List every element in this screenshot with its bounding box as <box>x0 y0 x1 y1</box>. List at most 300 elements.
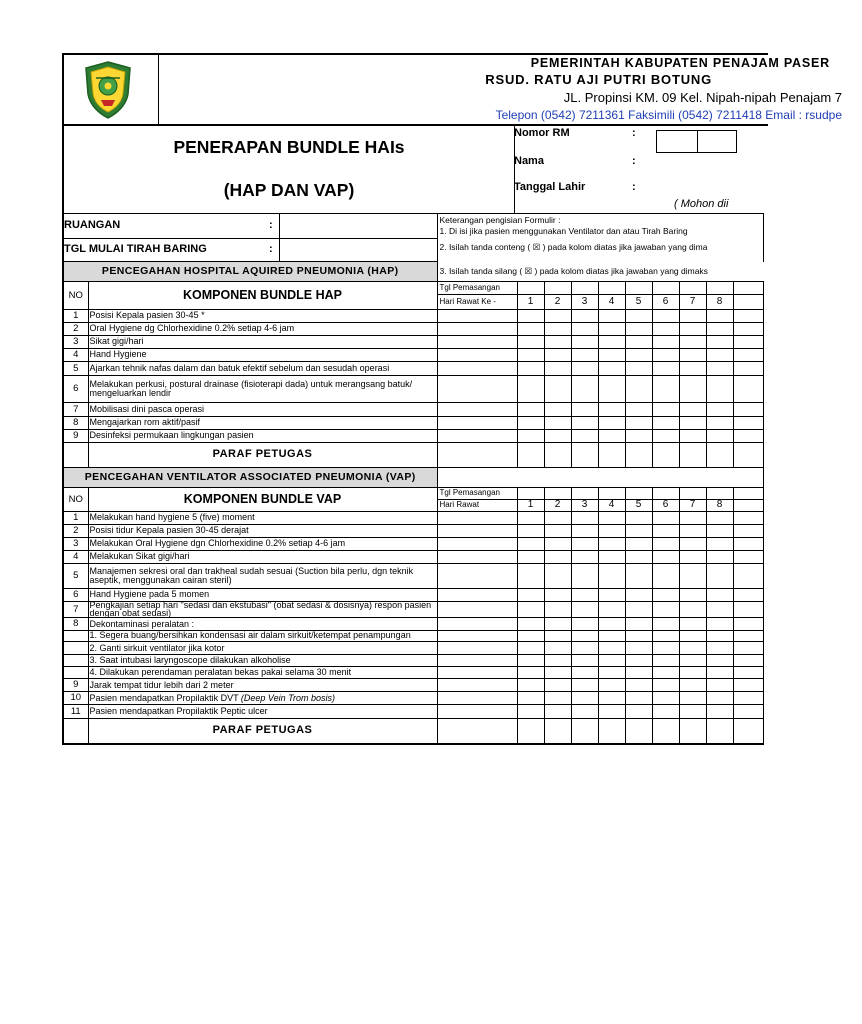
vap-paraf-cell[interactable] <box>706 719 733 744</box>
hap-check-cell[interactable] <box>625 417 652 430</box>
hap-check-cell[interactable] <box>652 417 679 430</box>
hap-check-cell[interactable] <box>544 336 571 349</box>
hap-check-cell[interactable] <box>706 362 733 376</box>
hap-check-cell[interactable] <box>652 323 679 336</box>
vap-check-cell[interactable] <box>625 551 652 564</box>
hap-check-cell[interactable] <box>679 336 706 349</box>
hap-check-cell[interactable] <box>706 376 733 403</box>
hap-check-cell[interactable] <box>652 310 679 323</box>
hap-tgl-cell[interactable] <box>652 282 679 295</box>
vap-check-cell[interactable] <box>679 512 706 525</box>
hap-item-label: Ajarkan tehnik nafas dalam dan batuk efektif sebelum dan sesudah operasi <box>89 362 390 373</box>
vap-item-no: 11 <box>63 705 88 719</box>
vap-paraf-cell[interactable] <box>652 719 679 744</box>
vap-check-cell[interactable] <box>679 631 706 642</box>
vap-check-cell[interactable] <box>652 692 679 705</box>
vap-check-cell[interactable] <box>571 667 598 679</box>
vap-check-cell[interactable] <box>517 564 544 589</box>
hap-check-cell[interactable] <box>625 310 652 323</box>
vap-check-cell[interactable] <box>517 512 544 525</box>
vap-check-cell[interactable] <box>571 705 598 719</box>
vap-check-cell[interactable] <box>571 512 598 525</box>
vap-check-cell[interactable] <box>598 642 625 655</box>
vap-check-cell[interactable] <box>598 564 625 589</box>
vap-check-cell[interactable] <box>437 692 517 705</box>
vap-check-cell[interactable] <box>437 631 517 642</box>
vap-check-cell[interactable] <box>625 602 652 618</box>
vap-check-cell[interactable] <box>733 538 763 551</box>
hap-paraf-cell[interactable] <box>679 443 706 468</box>
vap-check-cell[interactable] <box>571 525 598 538</box>
hap-check-cell[interactable] <box>679 430 706 443</box>
vap-check-cell[interactable] <box>437 679 517 692</box>
vap-check-cell[interactable] <box>706 667 733 679</box>
vap-check-cell[interactable] <box>679 642 706 655</box>
rm-box-2[interactable] <box>696 130 737 153</box>
vap-check-cell[interactable] <box>625 642 652 655</box>
vap-check-cell[interactable] <box>517 642 544 655</box>
vap-check-cell[interactable] <box>733 589 763 602</box>
vap-check-cell[interactable] <box>544 512 571 525</box>
hap-check-cell[interactable] <box>598 349 625 362</box>
vap-check-cell[interactable] <box>625 512 652 525</box>
vap-check-cell[interactable] <box>733 602 763 618</box>
vap-check-cell[interactable] <box>598 655 625 667</box>
vap-check-cell[interactable] <box>598 679 625 692</box>
vap-check-cell[interactable] <box>437 512 517 525</box>
hap-check-cell[interactable] <box>679 417 706 430</box>
hap-check-cell[interactable] <box>571 430 598 443</box>
vap-check-cell[interactable] <box>437 602 517 618</box>
vap-check-cell[interactable] <box>437 642 517 655</box>
hap-check-cell[interactable] <box>517 417 544 430</box>
vap-check-cell[interactable] <box>706 631 733 642</box>
vap-check-cell[interactable] <box>706 564 733 589</box>
hap-check-cell[interactable] <box>625 323 652 336</box>
vap-check-cell[interactable] <box>733 564 763 589</box>
vap-check-cell[interactable] <box>652 705 679 719</box>
hap-check-cell[interactable] <box>706 349 733 362</box>
hap-tgl-cell[interactable] <box>598 282 625 295</box>
vap-check-cell[interactable] <box>706 679 733 692</box>
hap-check-cell[interactable] <box>679 323 706 336</box>
hap-check-cell[interactable] <box>571 403 598 417</box>
vap-check-cell[interactable] <box>544 589 571 602</box>
vap-check-cell[interactable] <box>652 525 679 538</box>
vap-check-cell[interactable] <box>625 631 652 642</box>
name-label: Nama <box>514 155 544 167</box>
vap-check-cell[interactable] <box>625 525 652 538</box>
vap-check-cell[interactable] <box>517 667 544 679</box>
vap-check-cell[interactable] <box>571 679 598 692</box>
vap-check-cell[interactable] <box>544 667 571 679</box>
hap-check-cell[interactable] <box>544 310 571 323</box>
vap-check-cell[interactable] <box>652 655 679 667</box>
ruangan-field[interactable] <box>279 214 437 238</box>
vap-check-cell[interactable] <box>437 589 517 602</box>
hap-check-cell[interactable] <box>679 376 706 403</box>
vap-check-cell[interactable] <box>544 642 571 655</box>
hap-check-cell[interactable] <box>571 417 598 430</box>
vap-tgl-cell[interactable] <box>517 488 544 500</box>
hap-check-cell[interactable] <box>437 310 517 323</box>
vap-check-cell[interactable] <box>679 618 706 631</box>
vap-check-cell[interactable] <box>652 538 679 551</box>
hap-check-cell[interactable] <box>652 376 679 403</box>
vap-paraf-cell[interactable] <box>598 719 625 744</box>
hap-paraf-cell[interactable] <box>571 443 598 468</box>
vap-paraf-cell[interactable] <box>544 719 571 744</box>
vap-check-cell[interactable] <box>437 525 517 538</box>
hap-check-cell[interactable] <box>679 349 706 362</box>
vap-item-text <box>88 655 437 667</box>
hap-check-cell[interactable] <box>652 430 679 443</box>
vap-check-cell[interactable] <box>625 667 652 679</box>
vap-check-cell[interactable] <box>679 655 706 667</box>
vap-check-cell[interactable] <box>733 655 763 667</box>
hap-check-cell[interactable] <box>706 430 733 443</box>
vap-check-cell[interactable] <box>706 512 733 525</box>
vap-check-cell[interactable] <box>652 618 679 631</box>
vap-check-cell[interactable] <box>679 551 706 564</box>
hap-check-cell[interactable] <box>571 336 598 349</box>
vap-check-cell[interactable] <box>571 655 598 667</box>
vap-check-cell[interactable] <box>706 525 733 538</box>
vap-paraf-cell[interactable] <box>571 719 598 744</box>
hap-check-cell[interactable] <box>598 430 625 443</box>
vap-check-cell[interactable] <box>571 589 598 602</box>
hap-check-cell[interactable] <box>625 362 652 376</box>
hap-paraf-cell[interactable] <box>733 443 763 468</box>
vap-check-cell[interactable] <box>544 538 571 551</box>
vap-check-cell[interactable] <box>598 631 625 642</box>
hap-check-cell[interactable] <box>679 403 706 417</box>
vap-check-cell[interactable] <box>652 642 679 655</box>
hap-check-cell[interactable] <box>598 362 625 376</box>
vap-tgl-cell[interactable] <box>571 488 598 500</box>
vap-check-cell[interactable] <box>733 705 763 719</box>
vap-check-cell[interactable] <box>598 602 625 618</box>
hap-check-cell[interactable] <box>598 403 625 417</box>
vap-check-cell[interactable] <box>544 705 571 719</box>
vap-paraf-cell[interactable] <box>437 719 517 744</box>
vap-check-cell[interactable] <box>625 692 652 705</box>
vap-check-cell[interactable] <box>517 692 544 705</box>
hap-item-row <box>63 336 763 349</box>
hap-check-cell[interactable] <box>733 349 763 362</box>
hap-check-cell[interactable] <box>652 349 679 362</box>
hap-check-cell[interactable] <box>733 323 763 336</box>
hap-day-header: 3 <box>571 295 598 310</box>
vap-check-cell[interactable] <box>733 679 763 692</box>
vap-check-cell[interactable] <box>598 618 625 631</box>
hap-check-cell[interactable] <box>544 376 571 403</box>
hap-check-cell[interactable] <box>733 403 763 417</box>
vap-paraf-cell[interactable] <box>625 719 652 744</box>
vap-check-cell[interactable] <box>625 589 652 602</box>
vap-check-cell[interactable] <box>517 679 544 692</box>
vap-check-cell[interactable] <box>706 642 733 655</box>
hap-check-cell[interactable] <box>544 349 571 362</box>
vap-check-cell[interactable] <box>517 551 544 564</box>
hap-paraf-cell[interactable] <box>598 443 625 468</box>
vap-check-cell[interactable] <box>679 679 706 692</box>
vap-check-cell[interactable] <box>598 692 625 705</box>
vap-check-cell[interactable] <box>517 602 544 618</box>
hap-check-cell[interactable] <box>437 323 517 336</box>
instructions-heading: Keterangan pengisian Formulir : <box>439 215 561 225</box>
hap-tgl-cell[interactable] <box>733 282 763 295</box>
hap-check-cell[interactable] <box>517 430 544 443</box>
vap-check-cell[interactable] <box>625 618 652 631</box>
hap-paraf-cell[interactable] <box>517 443 544 468</box>
vap-tgl-cell[interactable] <box>679 488 706 500</box>
vap-check-cell[interactable] <box>571 602 598 618</box>
hap-check-cell[interactable] <box>571 362 598 376</box>
hap-check-cell[interactable] <box>652 336 679 349</box>
hap-check-cell[interactable] <box>625 376 652 403</box>
hap-check-cell[interactable] <box>706 403 733 417</box>
vap-check-cell[interactable] <box>598 551 625 564</box>
vap-check-cell[interactable] <box>706 705 733 719</box>
hap-check-cell[interactable] <box>517 376 544 403</box>
hap-paraf-cell[interactable] <box>544 443 571 468</box>
vap-check-cell[interactable] <box>437 655 517 667</box>
hap-item-label: Mengajarkan rom aktif/pasif <box>89 417 201 428</box>
vap-check-cell[interactable] <box>625 538 652 551</box>
hap-check-cell[interactable] <box>437 336 517 349</box>
hap-check-cell[interactable] <box>544 430 571 443</box>
vap-check-cell[interactable] <box>733 642 763 655</box>
hap-check-cell[interactable] <box>733 310 763 323</box>
hap-check-cell[interactable] <box>517 403 544 417</box>
vap-check-cell[interactable] <box>517 525 544 538</box>
vap-check-cell[interactable] <box>437 705 517 719</box>
hap-tgl-cell[interactable] <box>571 282 598 295</box>
hap-day-header-blank <box>733 295 763 310</box>
vap-check-cell[interactable] <box>733 667 763 679</box>
vap-check-cell[interactable] <box>652 551 679 564</box>
vap-paraf-label: PARAF PETUGAS <box>88 719 437 744</box>
vap-check-cell[interactable] <box>679 538 706 551</box>
vap-check-cell[interactable] <box>598 705 625 719</box>
hap-check-cell[interactable] <box>733 362 763 376</box>
vap-tgl-cell[interactable] <box>652 488 679 500</box>
vap-check-cell[interactable] <box>544 679 571 692</box>
hap-check-cell[interactable] <box>679 362 706 376</box>
vap-check-cell[interactable] <box>733 618 763 631</box>
vap-check-cell[interactable] <box>598 525 625 538</box>
hap-check-cell[interactable] <box>706 323 733 336</box>
vap-tgl-cell[interactable] <box>598 488 625 500</box>
vap-check-cell[interactable] <box>652 602 679 618</box>
vap-check-cell[interactable] <box>706 602 733 618</box>
hap-check-cell[interactable] <box>517 336 544 349</box>
vap-tgl-cell[interactable] <box>544 488 571 500</box>
hap-check-cell[interactable] <box>571 376 598 403</box>
hap-check-cell[interactable] <box>544 323 571 336</box>
vap-check-cell[interactable] <box>652 589 679 602</box>
hap-paraf-cell[interactable] <box>652 443 679 468</box>
hap-paraf-cell[interactable] <box>625 443 652 468</box>
vap-check-cell[interactable] <box>706 589 733 602</box>
hap-check-cell[interactable] <box>437 376 517 403</box>
vap-check-cell[interactable] <box>679 525 706 538</box>
hap-tgl-cell[interactable] <box>706 282 733 295</box>
vap-check-cell[interactable] <box>544 551 571 564</box>
hap-check-cell[interactable] <box>625 349 652 362</box>
vap-check-cell[interactable] <box>679 564 706 589</box>
vap-check-cell[interactable] <box>706 538 733 551</box>
vap-item-row <box>63 667 763 679</box>
hap-check-cell[interactable] <box>625 403 652 417</box>
hap-tgl-cell[interactable] <box>517 282 544 295</box>
hap-check-cell[interactable] <box>625 336 652 349</box>
vap-tgl-cell[interactable] <box>733 488 763 500</box>
vap-check-cell[interactable] <box>571 631 598 642</box>
vap-check-cell[interactable] <box>544 525 571 538</box>
vap-check-cell[interactable] <box>571 692 598 705</box>
vap-check-cell[interactable] <box>598 667 625 679</box>
vap-check-cell[interactable] <box>571 538 598 551</box>
vap-check-cell[interactable] <box>652 564 679 589</box>
vap-check-cell[interactable] <box>706 692 733 705</box>
vap-check-cell[interactable] <box>544 655 571 667</box>
vap-paraf-cell[interactable] <box>679 719 706 744</box>
rm-colon: : <box>632 127 636 139</box>
hap-check-cell[interactable] <box>437 362 517 376</box>
vap-check-cell[interactable] <box>598 589 625 602</box>
hap-check-cell[interactable] <box>571 310 598 323</box>
hap-check-cell[interactable] <box>652 403 679 417</box>
vap-check-cell[interactable] <box>544 564 571 589</box>
vap-check-cell[interactable] <box>544 692 571 705</box>
vap-check-cell[interactable] <box>571 642 598 655</box>
vap-paraf-cell[interactable] <box>517 719 544 744</box>
vap-check-cell[interactable] <box>625 705 652 719</box>
vap-check-cell[interactable] <box>517 655 544 667</box>
vap-check-cell[interactable] <box>598 538 625 551</box>
vap-check-cell[interactable] <box>652 631 679 642</box>
hap-check-cell[interactable] <box>544 362 571 376</box>
hap-item-label: Posisi Kepala pasien 30-45 * <box>89 310 205 321</box>
hap-paraf-cell[interactable] <box>437 443 517 468</box>
hap-paraf-cell[interactable] <box>706 443 733 468</box>
vap-check-cell[interactable] <box>437 618 517 631</box>
vap-check-cell[interactable] <box>544 602 571 618</box>
hap-check-cell[interactable] <box>598 376 625 403</box>
hap-check-cell[interactable] <box>598 336 625 349</box>
vap-check-cell[interactable] <box>733 631 763 642</box>
hap-check-cell[interactable] <box>437 403 517 417</box>
vap-check-cell[interactable] <box>733 512 763 525</box>
vap-check-cell[interactable] <box>544 618 571 631</box>
vap-check-cell[interactable] <box>652 679 679 692</box>
vap-check-cell[interactable] <box>652 667 679 679</box>
vap-check-cell[interactable] <box>571 618 598 631</box>
hap-tgl-cell[interactable] <box>544 282 571 295</box>
hap-check-cell[interactable] <box>544 417 571 430</box>
vap-check-cell[interactable] <box>437 538 517 551</box>
vap-item-label: 4. Dilakukan perendaman peralatan bekas pakai selama 30 menit <box>89 667 352 678</box>
vap-check-cell[interactable] <box>625 679 652 692</box>
hap-check-cell[interactable] <box>571 323 598 336</box>
hap-check-cell[interactable] <box>625 430 652 443</box>
hap-check-cell[interactable] <box>517 349 544 362</box>
vap-check-cell[interactable] <box>733 692 763 705</box>
vap-check-cell[interactable] <box>437 551 517 564</box>
vap-check-cell[interactable] <box>517 631 544 642</box>
vap-tgl-cell[interactable] <box>706 488 733 500</box>
vap-check-cell[interactable] <box>679 667 706 679</box>
vap-check-cell[interactable] <box>598 512 625 525</box>
hap-check-cell[interactable] <box>706 310 733 323</box>
vap-check-cell[interactable] <box>517 705 544 719</box>
hospital-name: RSUD. RATU AJI PUTRI BOTUNG <box>485 72 712 87</box>
hap-check-cell[interactable] <box>517 323 544 336</box>
vap-check-cell[interactable] <box>517 538 544 551</box>
hap-check-cell[interactable] <box>706 336 733 349</box>
tgl-field[interactable] <box>279 239 437 261</box>
hap-check-cell[interactable] <box>598 323 625 336</box>
hap-check-cell[interactable] <box>437 417 517 430</box>
vap-check-cell[interactable] <box>571 564 598 589</box>
hap-check-cell[interactable] <box>706 417 733 430</box>
vap-check-cell[interactable] <box>679 705 706 719</box>
vap-paraf-cell[interactable] <box>733 719 763 744</box>
rm-box-1[interactable] <box>656 130 698 153</box>
vap-check-cell[interactable] <box>706 655 733 667</box>
hap-check-cell[interactable] <box>733 376 763 403</box>
hap-item-row <box>63 403 763 417</box>
vap-check-cell[interactable] <box>679 602 706 618</box>
vap-tgl-cell[interactable] <box>625 488 652 500</box>
vap-check-cell[interactable] <box>437 564 517 589</box>
vap-check-cell[interactable] <box>679 692 706 705</box>
hap-check-cell[interactable] <box>437 430 517 443</box>
vap-check-cell[interactable] <box>517 589 544 602</box>
vap-check-cell[interactable] <box>437 667 517 679</box>
hap-check-cell[interactable] <box>733 336 763 349</box>
hap-check-cell[interactable] <box>571 349 598 362</box>
vap-check-cell[interactable] <box>625 655 652 667</box>
vap-check-cell[interactable] <box>733 525 763 538</box>
hap-check-cell[interactable] <box>598 310 625 323</box>
vap-check-cell[interactable] <box>706 618 733 631</box>
logo-cell <box>62 55 159 124</box>
hap-check-cell[interactable] <box>733 417 763 430</box>
hap-check-cell[interactable] <box>679 310 706 323</box>
vap-check-cell[interactable] <box>517 618 544 631</box>
hap-check-cell[interactable] <box>652 362 679 376</box>
vap-check-cell[interactable] <box>706 551 733 564</box>
vap-check-cell[interactable] <box>733 551 763 564</box>
vap-check-cell[interactable] <box>544 631 571 642</box>
hap-check-cell[interactable] <box>437 349 517 362</box>
hap-check-cell[interactable] <box>517 362 544 376</box>
hap-tgl-cell[interactable] <box>679 282 706 295</box>
hap-item-text <box>88 349 437 362</box>
vap-check-cell[interactable] <box>652 512 679 525</box>
vap-check-cell[interactable] <box>679 589 706 602</box>
vap-check-cell[interactable] <box>571 551 598 564</box>
hap-check-cell[interactable] <box>544 403 571 417</box>
hap-check-cell[interactable] <box>733 430 763 443</box>
hap-check-cell[interactable] <box>598 417 625 430</box>
hap-check-cell[interactable] <box>517 310 544 323</box>
hap-tgl-cell[interactable] <box>625 282 652 295</box>
vap-check-cell[interactable] <box>625 564 652 589</box>
